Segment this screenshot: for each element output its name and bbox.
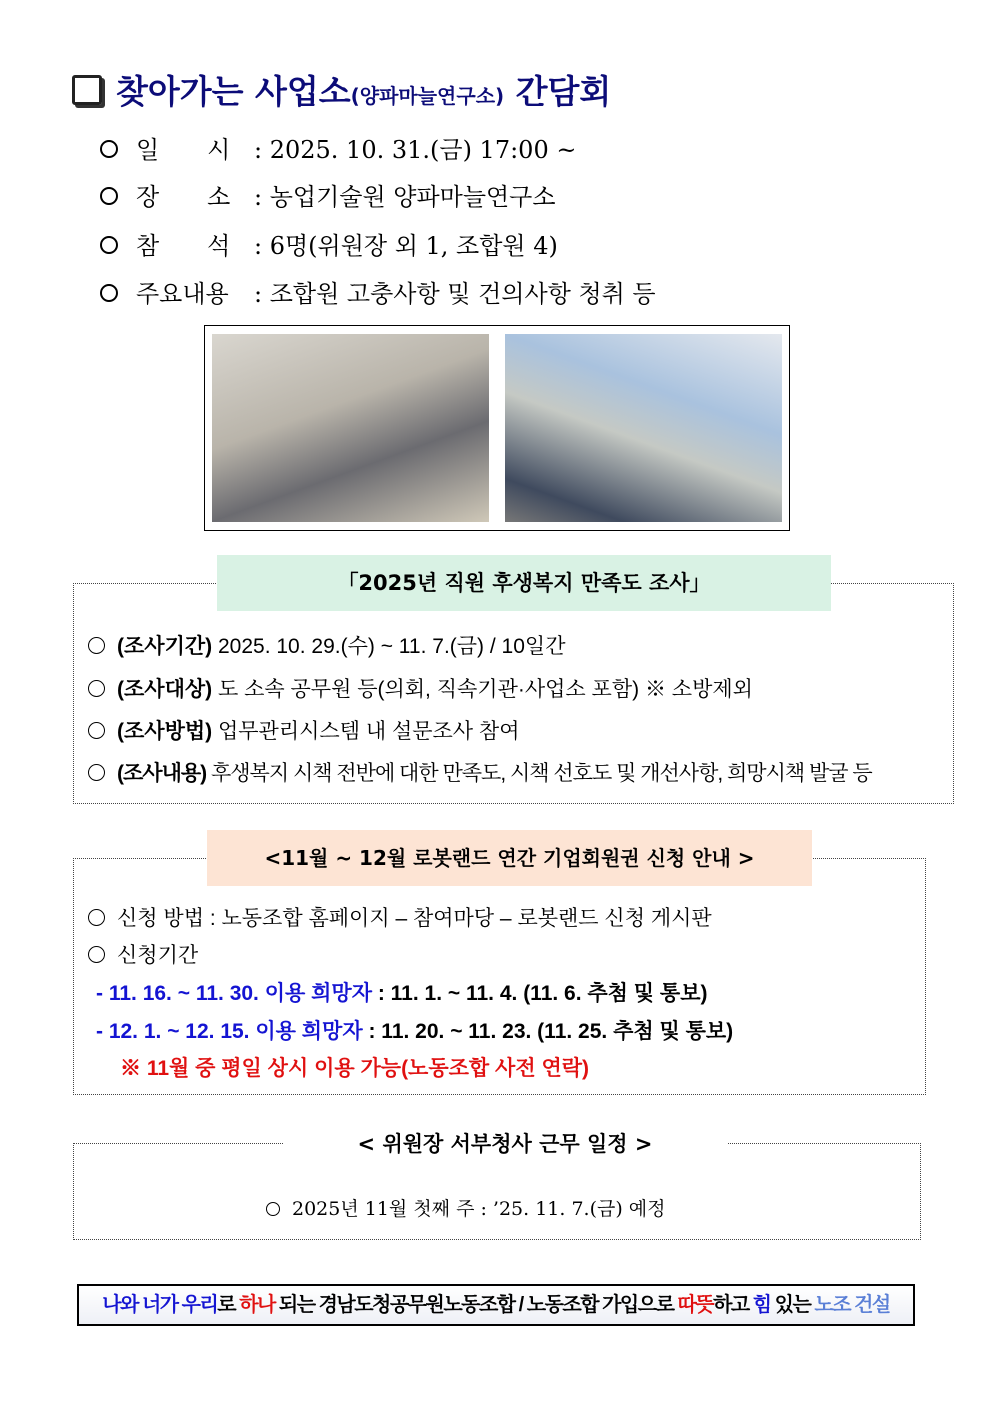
meeting-photo-1	[212, 334, 489, 522]
slogan-part: 노조 건설	[814, 1294, 890, 1316]
title-sub: (양파마늘연구소)	[350, 84, 505, 108]
meeting-row	[100, 130, 576, 165]
circle-bullet-icon	[88, 946, 105, 963]
apply-period: : 11. 20. ~ 11. 23. (11. 25. 추첨 및 통보)	[368, 1020, 734, 1043]
row-label: 장 소	[136, 183, 231, 211]
meeting-row	[100, 226, 558, 261]
circle-bullet-icon	[100, 140, 118, 158]
circle-bullet-icon	[88, 764, 105, 781]
meeting-photo-2	[505, 334, 782, 522]
robotland-method	[88, 902, 712, 932]
robotland-period	[96, 977, 708, 1007]
row-value: : 6명(위원장 외 1, 조합원 4)	[254, 232, 558, 260]
survey-row	[88, 757, 872, 787]
robotland-header: <11월 ~ 12월 로봇랜드 연간 기업회원권 신청 안내 >	[207, 830, 812, 886]
row-value: 2025. 10. 29.(수) ~ 11. 7.(금) / 10일간	[217, 635, 566, 658]
row-value: : 조합원 고충사항 및 건의사항 청취 등	[254, 280, 656, 308]
schedule-header: < 위원장 서부청사 근무 일정 >	[283, 1124, 727, 1164]
slogan-part: 힘	[752, 1294, 771, 1316]
survey-row	[88, 673, 753, 703]
schedule-text: 2025년 11월 첫째 주 : ’25. 11. 7.(금) 예정	[292, 1198, 666, 1220]
row-label: (조사방법)	[117, 720, 213, 743]
row-value: : 농업기술원 양파마늘연구소	[254, 183, 556, 211]
schedule-row	[266, 1194, 666, 1221]
row-label: (조사내용)	[117, 762, 207, 785]
row-label: (조사기간)	[117, 635, 213, 658]
row-label: 참 석	[136, 232, 231, 260]
survey-row	[88, 715, 520, 745]
checkbox-square-icon	[72, 75, 102, 105]
row-value: : 2025. 10. 31.(금) 17:00 ~	[254, 136, 577, 164]
circle-bullet-icon	[88, 722, 105, 739]
slogan-part: 있는	[770, 1294, 815, 1316]
circle-bullet-icon	[100, 236, 118, 254]
circle-bullet-icon	[88, 637, 105, 654]
row-value: 업무관리시스템 내 설문조사 참여	[217, 720, 520, 743]
row-value: 후생복지 시책 전반에 대한 만족도, 시책 선호도 및 개선사항, 희망시책 발굴 등	[210, 762, 872, 785]
method-text: 신청 방법 : 노동조합 홈페이지 – 참여마당 – 로봇랜드 신청 게시판	[117, 907, 712, 930]
meeting-row	[100, 177, 556, 212]
row-label: 일 시	[136, 136, 231, 164]
circle-bullet-icon	[100, 284, 118, 302]
row-label: 주요내용	[136, 280, 229, 308]
robotland-period	[96, 1015, 733, 1045]
use-period: - 11. 16. ~ 11. 30. 이용 희망자	[96, 982, 372, 1005]
survey-row	[88, 630, 565, 660]
slogan-part: 되는 경남도청공무원노동조합 / 노동조합 가입으로	[274, 1294, 678, 1316]
title-tail: 간담회	[504, 72, 612, 111]
robotland-period-label	[88, 939, 198, 969]
slogan-part: 따뜻	[677, 1294, 714, 1316]
slogan-banner	[77, 1284, 915, 1326]
slogan-part: 하고	[713, 1294, 753, 1316]
apply-period: : 11. 1. ~ 11. 4. (11. 6. 추첨 및 통보)	[377, 982, 708, 1005]
slogan-part: 하나	[239, 1294, 275, 1316]
section-title	[72, 66, 611, 113]
slogan-part: 로	[217, 1294, 240, 1316]
circle-bullet-icon	[266, 1202, 280, 1216]
title-main: 찾아가는 사업소	[116, 72, 351, 111]
survey-header: 「2025년 직원 후생복지 만족도 조사」	[217, 555, 831, 611]
robotland-note: ※ 11월 중 평일 상시 이용 가능(노동조합 사전 연락)	[120, 1057, 590, 1080]
use-period: - 12. 1. ~ 12. 15. 이용 희망자	[96, 1020, 363, 1043]
slogan-part: 나와 너가 우리	[102, 1294, 218, 1316]
row-value: 도 소속 공무원 등(의회, 직속기관·사업소 포함) ※ 소방제외	[217, 678, 753, 701]
row-label: (조사대상)	[117, 678, 213, 701]
circle-bullet-icon	[100, 187, 118, 205]
circle-bullet-icon	[88, 909, 105, 926]
circle-bullet-icon	[88, 680, 105, 697]
period-label: 신청기간	[117, 944, 199, 967]
photo-frame	[204, 325, 790, 531]
meeting-row	[100, 274, 656, 309]
